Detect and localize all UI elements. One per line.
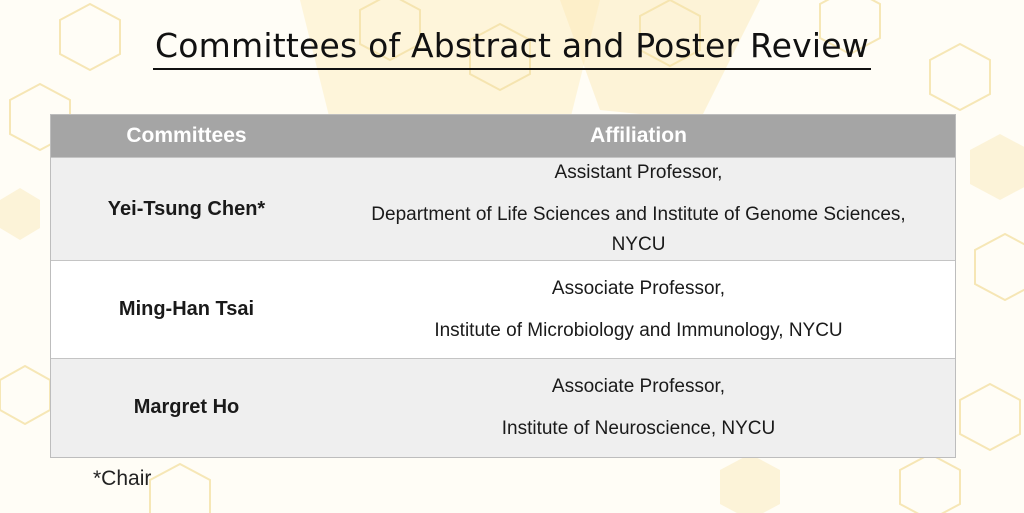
table-row [51,261,955,359]
table-row [51,359,955,457]
department-name: Institute of Microbiology and Immunology, NYCU [434,319,843,341]
page-title-container [0,24,1024,70]
position-title: Associate Professor, [551,277,726,299]
header-committees: Committees [51,115,322,158]
committee-name: Yei-Tsung Chen* [51,158,322,261]
page-title: Committees of Abstract and Poster Review [153,24,871,70]
affiliation-cell [322,158,955,261]
committee-name: Margret Ho [51,359,322,457]
department-name: Institute of Neuroscience, NYCU [501,417,776,439]
department-name: Department of Life Sciences and Institute of Genome Sciences, NYCU [371,204,906,255]
affiliation-cell [322,261,955,359]
header-affiliation: Affiliation [322,115,955,158]
affiliation-cell [322,359,955,457]
committee-table [50,114,956,458]
position-title: Assistant Professor, [554,162,723,183]
chair-footnote: *Chair [93,467,152,490]
table-header-row [51,115,955,158]
position-title: Associate Professor, [551,375,726,397]
committee-name: Ming-Han Tsai [51,261,322,359]
table-row [51,158,955,261]
